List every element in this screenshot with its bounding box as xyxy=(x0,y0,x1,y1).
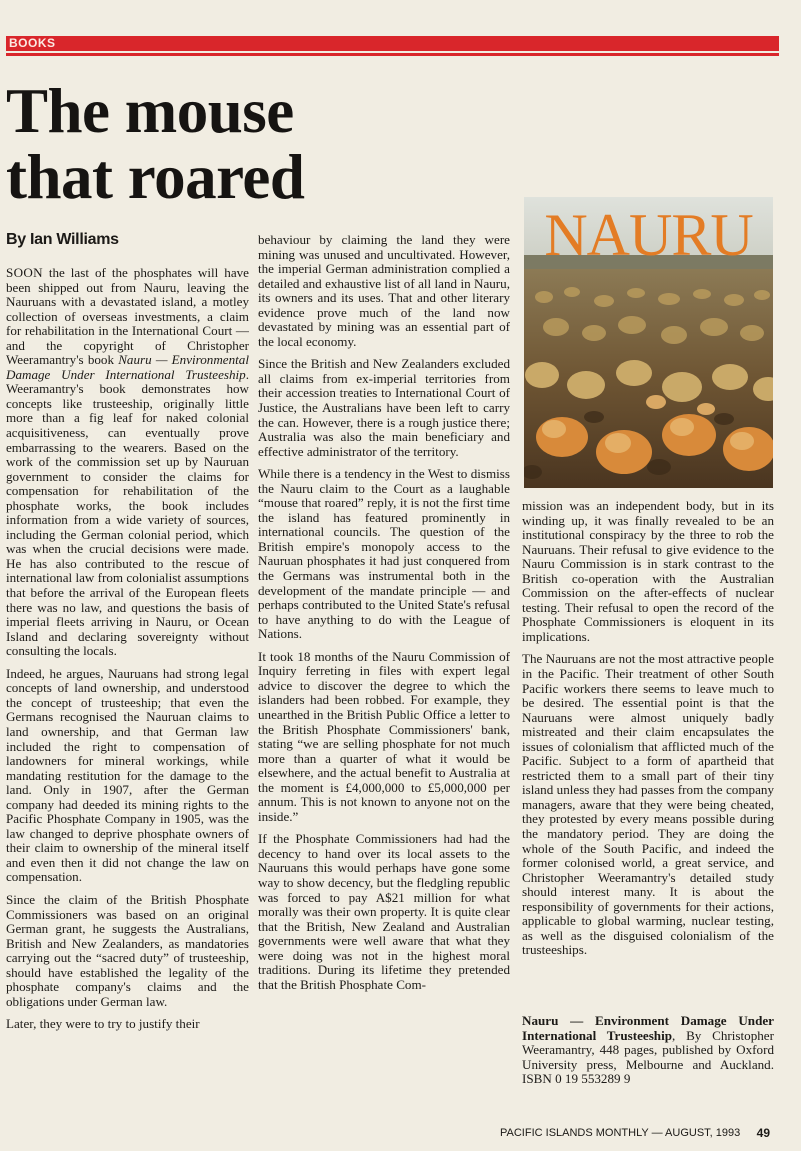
paragraph: The Nauruans are not the most attractive people in the Pacific. Their treatment of other South Pacific workers there seems to leave much to be desired. The essential point is that the Nauruans were almost uniquely badly mistreated and their claim encapsulates the issues of colonialism that afflicted much of the Pacific. Subject to a form of apartheid that restricted them to a small part of their tiny island unless they had passes from the company managers, aware that they were being cheated, they protested by every means possible during the mandatory period. They are doing the whole of the South Pacific, and indeed the former colonised world, a great service, and Christopher Weeramantry's detailed study should interest many. It is about the responsibility of governments for their actions, applicable to global warming, nuclear testing, as well as the disguised colonialism of the trusteeships. xyxy=(522,651,774,958)
byline: By Ian Williams xyxy=(6,231,119,248)
headline-line-2: that roared xyxy=(6,142,305,212)
book-details-title: Nauru — Environment Damage Under International Trusteeship xyxy=(522,1013,774,1043)
page-number: 49 xyxy=(756,1126,770,1140)
book-cover-image xyxy=(524,197,773,488)
paragraph: Since the claim of the British Phosphate Commissioners was based on an original German grant, he suggests the Australians, British and New Zealanders, as mandatories carrying out the “sacred duty” of trusteeship, should have established the legality of the phosphate company's claims and the obligations under German law. xyxy=(6,891,249,1009)
paragraph: While there is a tendency in the West to dismiss the Nauru claim to the Court as a laughable “mouse that roared” reply, it is not the first time the island has featured prominently in international councils. The question of the British empire's monopoly access to the Nauruan phosphates it had just conquered from the Germans was instrumental both in the development of the mandate principle — and perhaps contributed to the United State's refusal to have anything to do with the League of Nations. xyxy=(258,466,510,642)
footer-magazine: PACIFIC ISLANDS MONTHLY — AUGUST, 1993 xyxy=(500,1127,741,1139)
article-column-2 xyxy=(258,233,510,1113)
headline xyxy=(6,78,506,210)
paragraph: behaviour by claiming the land they were mining was unused and uncultivated. However, the imperial German administration complied a detailed and exhaustive list of all land in Nauru, its owners and its uses. That and other literary evidence prove much of the land now devastated by mining was an essential part of the local economy. xyxy=(258,233,510,349)
article-column-1 xyxy=(6,266,249,1116)
book-title-italic: Nauru — Environmental Damage Under International Trusteeship xyxy=(6,352,249,382)
book-details-text: , By Christopher Weeramantry, 448 pages, published by Oxford University press, Melbourne and Auckland. ISBN 0 19 553289 9 xyxy=(522,1027,774,1087)
section-label: BOOKS xyxy=(9,36,56,50)
section-rule xyxy=(6,53,779,56)
paragraph: Since the British and New Zealanders excluded all claims from ex-imperial territories from their accession treaties to International Court of Justice, the Australians have been left to carry the can. However, there is a rough justice there; Australia was also the main beneficiary and effective administrator of the territory. xyxy=(258,356,510,459)
paragraph-text: . Weeramantry's book demonstrates how concepts like trusteeship, originally little more than a fig leaf for naked colonial acquisitiveness, can eventually prove embarrassing to the wearers. Based on the work of the commission set up by Nauruan government to consider the claims for compensation for rehabilitation of the phosphate works, the book includes information from a wide variety of sources, including the German colonial period, which was when the crucial decisions were made. He has also contributed to the rescue of international law from colonialist assumptions that before the arrival of the European fleets there was no law, and questions the basis of imperial fleets arriving in Nauru, or Ocean Island and declaring sovereignty without consulting the locals. xyxy=(6,366,249,659)
paragraph: If the Phosphate Commissioners had had the decency to hand over its local assets to the Nauruans this would perhaps have gone some way to show decency, but the fledgling republic was forced to pay A$21 million for what morally was their own property. It is quite clear that the British, New Zealand and Australian governments were well aware that what they were doing was not in the highest moral traditions. During its lifetime they pretended that the British Phosphate Com- xyxy=(258,831,510,992)
book-details xyxy=(522,1014,774,1087)
drop-in-word: SOON xyxy=(6,266,43,280)
section-bar xyxy=(6,36,779,51)
paragraph: Indeed, he argues, Nauruans had strong legal concepts of land ownership, and understood the concept of trusteeship; that even the Germans recognised the Nauruan claims to land ownership, and that German law included the right to compensation of landowners for mineral workings, while mandating restitution for the damage to the land. Only in 1907, after the German company had deeded its mining rights to the Pacific Phosphate Company in 1905, was the law changed to deprive phosphate owners of their claim to ownership of the mineral itself and even then it did not change the law on compensation. xyxy=(6,665,249,885)
page-footer xyxy=(500,1127,770,1143)
paragraph: mission was an independent body, but in its winding up, it was finally revealed to be an institutional conspiracy by the three to rob the Nauruans. Their refusal to give evidence to the Nauru Commission is in stark contrast to the British co-operation with the Australian Commission on the after-effects of nuclear testing. Their refusal to open the record of the Phosphate Commissioners is eloquent in its implications. xyxy=(522,499,774,644)
paragraph-text: the last of the phosphates will have been shipped out from Nauru, leaving the Nauruans with a devastated island, a motley collection of overseas investments, a claim for rehabilitation in the International Court — and the copyright of Christopher Weeramantry's book xyxy=(6,266,249,368)
paragraph xyxy=(6,266,249,659)
headline-line-1: The mouse xyxy=(6,76,294,146)
cover-title: NAURU xyxy=(544,202,753,268)
paragraph: It took 18 months of the Nauru Commission of Inquiry ferreting in files with expert legal advice to discover the degree to which the islanders had been robbed. For example, they unearthed in the British Public Office a letter to the British Phosphate Commissioners' bank, stating “we are selling phosphate for not much more than a quarter of what it would be elsewhere, and the actual benefit to Australia at the moment is £4,000,000 to £5,000,000 per annum. This is not known to anyone not on the inside.” xyxy=(258,648,510,824)
paragraph: Later, they were to try to justify their xyxy=(6,1016,200,1032)
